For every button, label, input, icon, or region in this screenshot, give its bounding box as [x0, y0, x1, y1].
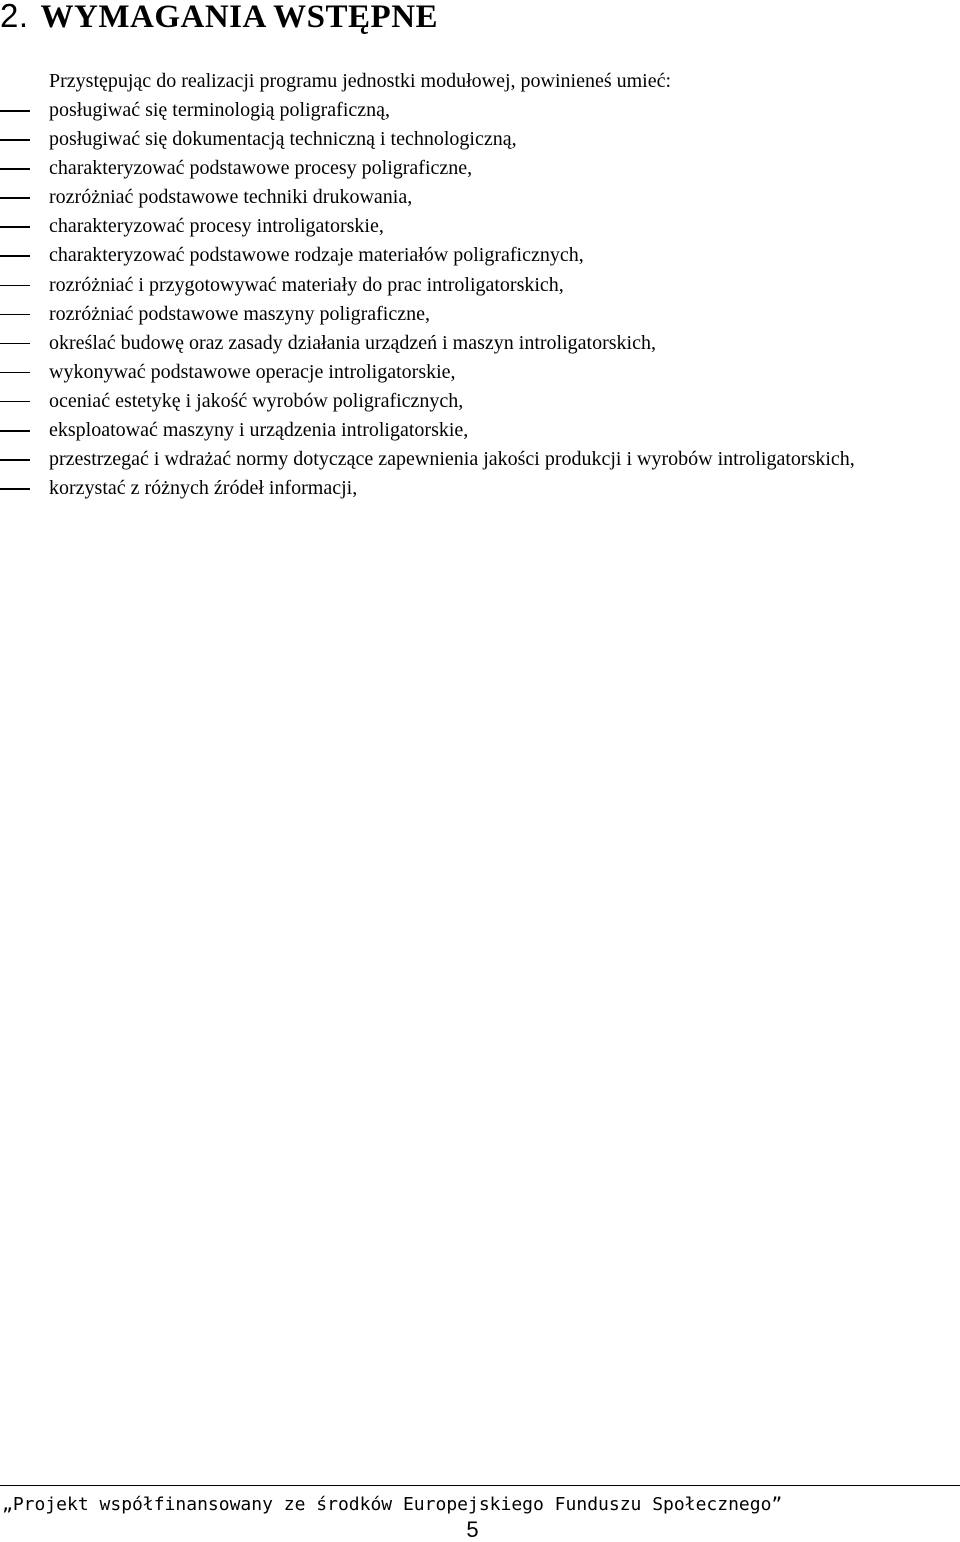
section-title: WYMAGANIA WSTĘPNE [40, 0, 439, 35]
dash-bullet-icon [0, 197, 30, 199]
dash-bullet-icon [0, 226, 30, 228]
list-item [0, 96, 960, 125]
list-item [0, 416, 960, 445]
list-item-text: eksploatować maszyny i urządzenia introligatorskie, [49, 419, 469, 442]
dash-bullet-icon [0, 372, 30, 374]
dash-bullet-icon [0, 343, 30, 345]
list-item [0, 212, 960, 241]
list-item [0, 474, 960, 503]
list-item-text: oceniać estetykę i jakość wyrobów poligraficznych, [49, 389, 464, 412]
list-item-text: rozróżniać i przygotowywać materiały do prac introligatorskich, [49, 273, 564, 296]
list-item [0, 125, 960, 154]
list-item [0, 387, 960, 416]
list-item [0, 271, 960, 300]
dash-bullet-icon [0, 488, 30, 490]
requirements-list [0, 96, 960, 503]
list-item-text: rozróżniać podstawowe techniki drukowania, [49, 186, 413, 209]
list-item-text: posługiwać się terminologią poligraficzną, [49, 99, 391, 121]
dash-bullet-icon [0, 430, 30, 432]
section-heading [0, 0, 438, 33]
footer-divider [0, 1485, 960, 1486]
dash-bullet-icon [0, 285, 30, 287]
dash-bullet-icon [0, 401, 30, 403]
list-item [0, 300, 960, 329]
dash-bullet-icon [0, 168, 30, 170]
dash-bullet-icon [0, 110, 30, 112]
list-item-text: charakteryzować podstawowe rodzaje materiałów poligraficznych, [49, 244, 584, 267]
list-item-text: charakteryzować podstawowe procesy poligraficzne, [49, 157, 473, 180]
list-item [0, 358, 960, 387]
footer-text: „Projekt współfinansowany ze środków Europejskiego Funduszu Społecznego” [2, 1494, 783, 1515]
list-item-text: przestrzegać i wdrażać normy dotyczące zapewnienia jakości produkcji i wyrobów introligatorskich, [49, 448, 855, 471]
section-number: 2. [0, 0, 29, 34]
list-item-text: określać budowę oraz zasady działania urządzeń i maszyn introligatorskich, [49, 331, 656, 354]
list-item-text: posługiwać się dokumentacją techniczną i technologiczną, [49, 128, 517, 151]
dash-bullet-icon [0, 255, 30, 257]
intro-paragraph: Przystępując do realizacji programu jednostki modułowej, powinieneś umieć: [49, 70, 672, 92]
list-item [0, 154, 960, 183]
list-item [0, 183, 960, 212]
dash-bullet-icon [0, 139, 30, 141]
page-number: 5 [466, 1517, 479, 1542]
dash-bullet-icon [0, 459, 30, 461]
list-item-text: korzystać z różnych źródeł informacji, [49, 477, 358, 500]
list-item [0, 445, 960, 474]
list-item [0, 241, 960, 270]
list-item-text: charakteryzować procesy introligatorskie, [49, 215, 384, 238]
list-item-text: wykonywać podstawowe operacje introligatorskie, [49, 360, 456, 383]
list-item-text: rozróżniać podstawowe maszyny poligraficzne, [49, 302, 430, 325]
list-item [0, 329, 960, 358]
dash-bullet-icon [0, 314, 30, 316]
